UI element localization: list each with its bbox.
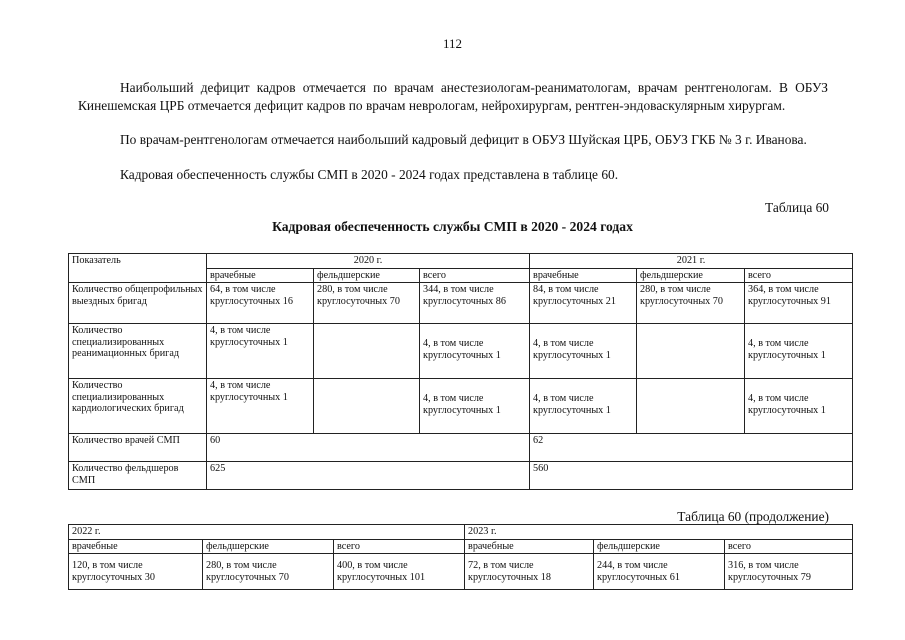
row-label: Количество фельдшеров СМП <box>69 462 207 490</box>
cell: 60 <box>207 434 530 462</box>
table-header-years <box>69 525 853 540</box>
header-paramedic-2020: фельдшерские <box>314 268 420 283</box>
cell: 625 <box>207 462 530 490</box>
cell: 72, в том числе круглосуточных 18 <box>465 554 594 590</box>
cell: 4, в том числе круглосуточных 1 <box>420 324 530 379</box>
paragraph-staff-deficit: Наибольший дефицит кадров отмечается по врачам анестезиологам-реаниматологам, врачам рентгенологам. В ОБУЗ Кинешемская ЦРБ отмечается дефицит кадров по врачам неврологам, нейрохирургам, рентген-эндоваскулярным хирургам. <box>78 80 828 113</box>
header-total-2021: всего <box>745 268 853 283</box>
table-row <box>69 554 853 590</box>
cell: 4, в том числе круглосуточных 1 <box>207 379 314 434</box>
cell: 280, в том числе круглосуточных 70 <box>637 283 745 324</box>
row-label: Количество специализированных реанимационных бригад <box>69 324 207 379</box>
cell: 4, в том числе круглосуточных 1 <box>530 379 637 434</box>
table-row <box>69 434 853 462</box>
header-total-2023: всего <box>725 539 853 554</box>
staffing-table <box>68 253 853 490</box>
cell: 4, в том числе круглосуточных 1 <box>420 379 530 434</box>
cell: 344, в том числе круглосуточных 86 <box>420 283 530 324</box>
row-label: Количество общепрофильных выездных бригад <box>69 283 207 324</box>
cell: 84, в том числе круглосуточных 21 <box>530 283 637 324</box>
paragraph-radiologists: По врачам-рентгенологам отмечается наибольший кадровый дефицит в ОБУЗ Шуйская ЦРБ, ОБУЗ ГКБ № 3 г. Иванова. <box>120 132 807 147</box>
cell: 4, в том числе круглосуточных 1 <box>745 324 853 379</box>
table-title: Кадровая обеспеченность службы СМП в 2020 - 2024 годах <box>272 219 633 234</box>
page-number: 112 <box>442 36 463 51</box>
table-row <box>69 462 853 490</box>
header-year-2021: 2021 г. <box>530 254 853 269</box>
header-year-2022: 2022 г. <box>69 525 465 540</box>
header-paramedic-2023: фельдшерские <box>594 539 725 554</box>
cell: 400, в том числе круглосуточных 101 <box>334 554 465 590</box>
cell <box>314 379 420 434</box>
table-continuation-label: Таблица 60 (продолжение) <box>677 509 829 524</box>
cell: 364, в том числе круглосуточных 91 <box>745 283 853 324</box>
cell <box>637 379 745 434</box>
cell <box>637 324 745 379</box>
cell: 316, в том числе круглосуточных 79 <box>725 554 853 590</box>
header-year-2020: 2020 г. <box>207 254 530 269</box>
cell: 62 <box>530 434 853 462</box>
cell: 4, в том числе круглосуточных 1 <box>745 379 853 434</box>
cell <box>314 324 420 379</box>
header-paramedic-2021: фельдшерские <box>637 268 745 283</box>
table-row <box>69 283 853 324</box>
table-header-years <box>69 254 853 269</box>
paragraph-table-reference: Кадровая обеспеченность службы СМП в 2020 - 2024 годах представлена в таблице 60. <box>120 167 619 182</box>
cell: 4, в том числе круглосуточных 1 <box>207 324 314 379</box>
table-header-columns <box>69 539 853 554</box>
cell: 244, в том числе круглосуточных 61 <box>594 554 725 590</box>
table-label: Таблица 60 <box>765 200 829 215</box>
header-paramedic-2022: фельдшерские <box>203 539 334 554</box>
header-doctors-2021: врачебные <box>530 268 637 283</box>
header-total-2020: всего <box>420 268 530 283</box>
row-label: Количество врачей СМП <box>69 434 207 462</box>
header-doctors-2020: врачебные <box>207 268 314 283</box>
header-year-2023: 2023 г. <box>465 525 853 540</box>
header-doctors-2023: врачебные <box>465 539 594 554</box>
table-row <box>69 379 853 434</box>
cell: 4, в том числе круглосуточных 1 <box>530 324 637 379</box>
table-row <box>69 324 853 379</box>
header-indicator: Показатель <box>69 254 207 283</box>
header-total-2022: всего <box>334 539 465 554</box>
row-label: Количество специализированных кардиологических бригад <box>69 379 207 434</box>
staffing-table-continuation <box>68 524 853 590</box>
cell: 64, в том числе круглосуточных 16 <box>207 283 314 324</box>
header-doctors-2022: врачебные <box>69 539 203 554</box>
cell: 280, в том числе круглосуточных 70 <box>314 283 420 324</box>
cell: 280, в том числе круглосуточных 70 <box>203 554 334 590</box>
cell: 120, в том числе круглосуточных 30 <box>69 554 203 590</box>
cell: 560 <box>530 462 853 490</box>
